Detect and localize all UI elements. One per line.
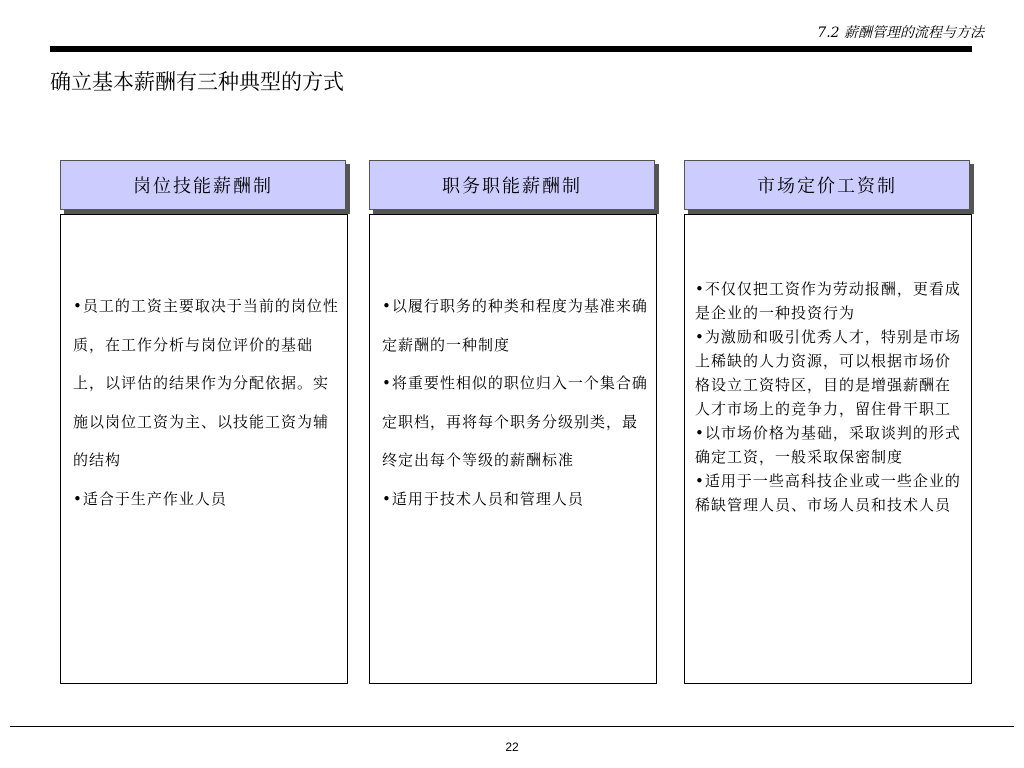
page-number: 22 [505, 740, 519, 754]
bullet-item: •不仅仅把工资作为劳动报酬，更看成是企业的一种投资行为 [695, 280, 961, 322]
column-heading: 岗位技能薪酬制 [60, 160, 346, 210]
bullet-item: •适用于技术人员和管理人员 [382, 489, 584, 508]
bottom-divider [10, 726, 1014, 727]
bullet-item: •适用于一些高科技企业或一些企业的稀缺管理人员、市场人员和技术人员 [695, 472, 961, 514]
bullet-item: •员工的工资主要取决于当前的岗位性质，在工作分析与岗位评价的基础上，以评估的结果作为分配依据。实施以岗位工资为主、以技能工资为辅的结构 [73, 297, 339, 469]
column-body [60, 214, 348, 684]
bullet-item: •适合于生产作业人员 [73, 489, 227, 508]
column-body [684, 214, 972, 684]
column-position-skill [60, 160, 350, 508]
column-heading: 市场定价工资制 [684, 160, 970, 210]
section-tag: 7.2 薪酬管理的流程与方法 [817, 25, 984, 41]
bullet-item: •以市场价格为基础，采取谈判的形式确定工资，一般采取保密制度 [695, 424, 961, 466]
column-job-function [369, 160, 659, 508]
bullet-item: •以履行职务的种类和程度为基准来确定薪酬的一种制度 [382, 297, 648, 354]
column-body [369, 214, 657, 684]
bullet-item: •为激励和吸引优秀人才，特别是市场上稀缺的人力资源，可以根据市场价格设立工资特区，目的是增强薪酬在人才市场上的竞争力，留住骨干职工 [695, 328, 961, 418]
bullet-item: •将重要性相似的职位归入一个集合确定职档，再将每个职务分级别类，最终定出每个等级的薪酬标准 [382, 374, 648, 469]
column-heading: 职务职能薪酬制 [369, 160, 655, 210]
column-market-pricing [684, 160, 974, 514]
page-title: 确立基本薪酬有三种典型的方式 [50, 70, 344, 94]
top-divider [50, 46, 972, 52]
